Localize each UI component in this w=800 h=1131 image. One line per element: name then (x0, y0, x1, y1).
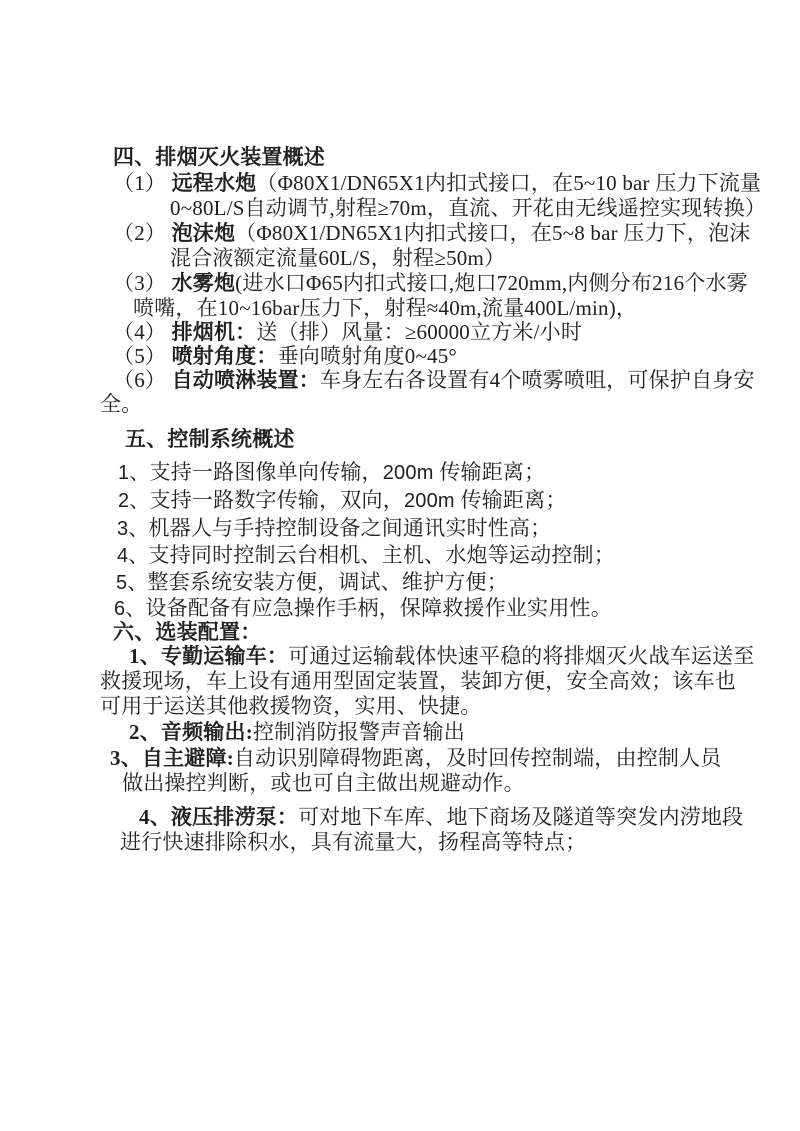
text: 200m (403, 490, 461, 512)
text: 2、 (118, 490, 150, 512)
text: 机器人与手持控制设备之间通讯实时性高； (148, 516, 552, 540)
section-6-heading (113, 620, 261, 644)
emphasis-text: 六、选装配置： (113, 620, 262, 644)
emphasis-text: 水雾炮 (171, 271, 236, 295)
control-item-4 (117, 543, 615, 568)
emphasis-text: 远程水炮 (171, 171, 257, 195)
option-4-continuation (120, 830, 586, 854)
text: 支持一路数字传输，双向， (149, 488, 404, 512)
option-4-drainage-pump (139, 805, 743, 829)
item-1-remote-water-cannon (113, 171, 761, 195)
section-5-heading (125, 427, 295, 451)
emphasis-text: 4、液压排涝泵： (139, 805, 299, 829)
text: 可对地下车库、地下商场及隧道等突发内涝地段 (298, 805, 744, 829)
item-3-continuation (133, 296, 637, 320)
item-3-water-mist-cannon (113, 271, 748, 295)
text: （2） (113, 221, 172, 245)
text: （6） (113, 368, 172, 392)
text: 设备配备有应急操作手柄，保障救援作业实用性。 (145, 596, 612, 620)
text: （Φ80X1/DN65X1内扣式接口，在5~10 bar 压力下流量 (256, 171, 762, 195)
text: 垂向喷射角度0~45° (277, 344, 458, 368)
text: 0~80L/S自动调节,射程≥70m，直流、开花由无线遥控实现转换） (170, 196, 767, 220)
emphasis-text: 排烟机： (171, 320, 257, 344)
emphasis-text: 喷射角度： (171, 344, 278, 368)
text: 全。 (100, 392, 143, 416)
emphasis-text: 泡沫炮 (171, 221, 236, 245)
text: 自动识别障碍物距离，及时回传控制端，由控制人员 (233, 746, 722, 770)
text: 1、 (118, 462, 150, 484)
text: （5） (113, 344, 172, 368)
text: 200m (382, 462, 440, 484)
text: 支持一路图像单向传输， (149, 460, 383, 484)
text: （Φ80X1/DN65X1内扣式接口，在5~8 bar 压力下，泡沫 (235, 221, 751, 245)
text: 混合液额定流量60L/S，射程≥50m） (170, 246, 506, 270)
option-1-transport-vehicle (129, 644, 755, 668)
text: 传输距离； (439, 460, 546, 484)
section-4-heading (113, 145, 325, 169)
text: 5、 (116, 572, 148, 594)
control-item-1 (118, 460, 545, 485)
text: 进行快速排除积水，具有流量大，扬程高等特点； (120, 830, 587, 854)
text: 可用于运送其他救援物资，实用、快捷。 (100, 694, 482, 718)
text: 做出操控判断，或也可自主做出规避动作。 (122, 771, 525, 795)
item-5-spray-angle (113, 344, 457, 368)
control-item-3 (117, 516, 551, 541)
emphasis-text: 3、自主避障: (110, 746, 234, 770)
control-item-6 (114, 596, 612, 621)
item-1-continuation (170, 196, 766, 220)
emphasis-text: 自动喷淋装置： (171, 368, 320, 392)
control-item-2 (118, 488, 567, 513)
option-1-continuation-a (100, 669, 736, 693)
control-item-5 (116, 570, 508, 595)
item-6-continuation (100, 392, 142, 416)
text: 传输距离； (460, 488, 567, 512)
option-3-continuation (122, 771, 525, 795)
text: (进水口Φ65内扣式接口,炮口720mm,内侧分布216个水雾 (235, 271, 748, 295)
item-2-continuation (170, 246, 505, 270)
option-2-audio-output (129, 720, 465, 744)
emphasis-text: 2、音频输出: (129, 720, 253, 744)
text: 送（排）风量：≥60000立方米/小时 (256, 320, 583, 344)
option-1-continuation-b (100, 694, 482, 718)
option-3-obstacle-avoidance (110, 746, 722, 770)
text: 4、 (117, 545, 149, 567)
text: 控制消防报警声音输出 (252, 720, 465, 744)
emphasis-text: 五、控制系统概述 (125, 427, 295, 451)
item-2-foam-cannon (113, 221, 751, 245)
item-6-auto-sprinkler (113, 368, 755, 392)
text: 整套系统安装方便，调试、维护方便； (147, 570, 508, 594)
text: 可通过运输载体快速平稳的将排烟灭火战车运送至 (288, 644, 755, 668)
emphasis-text: 1、专勤运输车： (129, 644, 289, 668)
text: 6、 (114, 598, 146, 620)
item-4-smoke-exhaust-fan (113, 320, 582, 344)
text: 喷嘴，在10~16bar压力下，射程≈40m,流量400L/min)， (133, 296, 638, 320)
text: 救援现场，车上设有通用型固定装置，装卸方便，安全高效；该车也 (100, 669, 736, 693)
text: 车身左右各设置有4个喷雾喷咀，可保护自身安 (319, 368, 755, 392)
text: （4） (113, 320, 172, 344)
text: 3、 (117, 518, 149, 540)
text: （1） (113, 171, 172, 195)
emphasis-text: 四、排烟灭火装置概述 (113, 145, 325, 169)
text: （3） (113, 271, 172, 295)
text: 支持同时控制云台相机、主机、水炮等运动控制； (148, 543, 615, 567)
